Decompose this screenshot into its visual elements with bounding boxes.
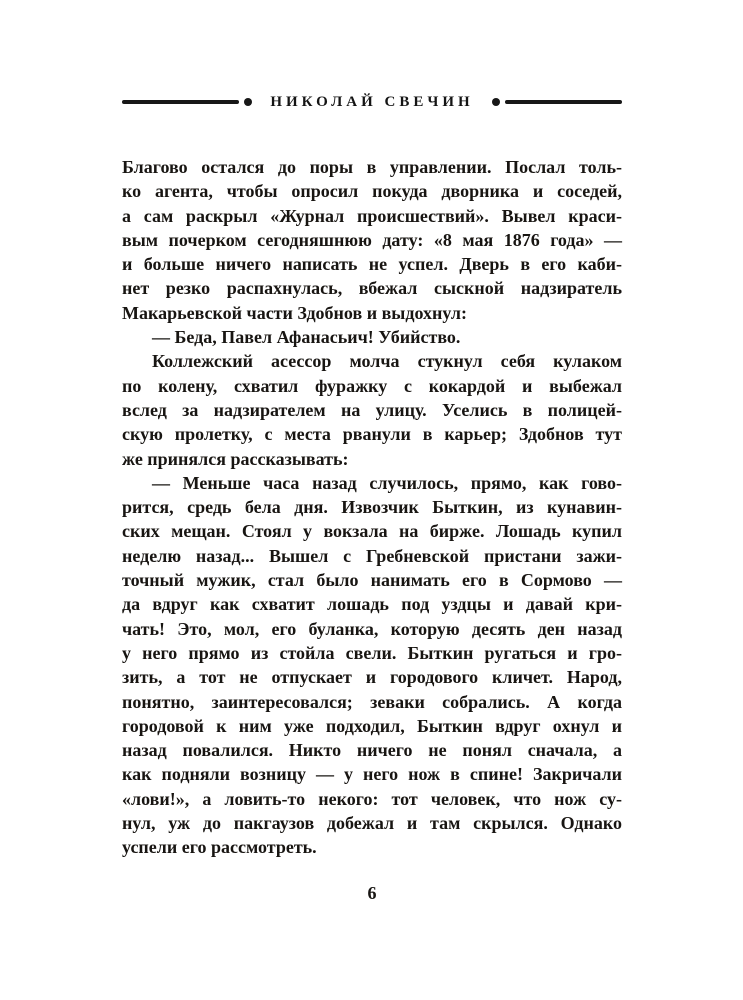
text-line: Коллежский асессор молча стукнул себя кулаком [152,351,622,372]
text-line: вслед за надзирателем на улицу. Уселись в полицей- [122,399,622,420]
text-line: Благово остался до поры в управлении. Послал толь- [122,157,622,177]
text-line: городовой к ним уже подходил, Быткин вдруг охнул и [122,715,622,736]
text-line: точный мужик, стал было нанимать его в Сормово — [122,570,622,591]
text-line: ко агента, чтобы опросил покуда дворника и соседей, [122,181,622,202]
text-line: рится, средь бела дня. Извозчик Быткин, из кунавин- [122,497,622,518]
text-line: понятно, заинтересовался; зеваки собрались. А когда [122,691,622,712]
page-footer [122,883,622,904]
text-line: вым почерком сегодняшнюю дату: «8 мая 1876 года» — [122,229,622,250]
header-rule-right [505,100,622,104]
running-header [122,93,622,111]
text-line: у него прямо из стойла свели. Быткин ругаться и гро- [122,642,622,663]
text-line: ских мещан. Стоял у вокзала на бирже. Лошадь купил [122,521,622,542]
text-line: да вдруг как схватит лошадь под уздцы и давай кри- [122,594,622,615]
paragraph [122,471,622,860]
paragraph [122,325,622,349]
text-line: чать! Это, мол, его буланка, которую десять ден назад [122,618,622,639]
text-line: как подняли возницу — у него нож в спине! Закричали [122,764,622,785]
header-rule-left [122,100,239,104]
text-line: нет резко распахнулась, вбежал сыскной надзиратель [122,278,622,299]
text-line: по колену, схватил фуражку с кокардой и выбежал [122,375,622,396]
text-line: — Беда, Павел Афанасьич! Убийство. [152,327,461,348]
text-line: «лови!», а ловить-то некого: тот человек, что нож су- [122,788,622,809]
text-line: успели его рассмотреть. [122,837,317,858]
header-dot-left [244,98,252,106]
text-line: зить, а тот не отпускает и городового кличет. Народ, [122,667,622,688]
author-name: НИКОЛАЙ СВЕЧИН [270,93,474,110]
text-line: Макарьевской части Здобнов и выдохнул: [122,302,468,323]
page-number: 6 [367,883,377,903]
text-line: — Меньше часа назад случилось, прямо, как гово- [152,472,622,493]
header-dot-right [492,98,500,106]
text-line: назад повалился. Никто ничего не понял сначала, а [122,740,622,761]
text-line: а сам раскрыл «Журнал происшествий». Вывел краси- [122,205,622,226]
text-line: же принялся рассказывать: [122,448,349,469]
text-line: нул, уж до пакгаузов добежал и там скрылся. Однако [122,813,622,834]
text-line: неделю назад... Вышел с Гребневской пристани зажи- [122,545,622,566]
page-text [122,155,622,860]
paragraph [122,349,622,470]
paragraph [122,155,622,325]
text-line: и больше ничего написать не успел. Дверь в его каби- [122,254,622,275]
text-line: скую пролетку, с места рванули в карьер; Здобнов тут [122,424,622,445]
